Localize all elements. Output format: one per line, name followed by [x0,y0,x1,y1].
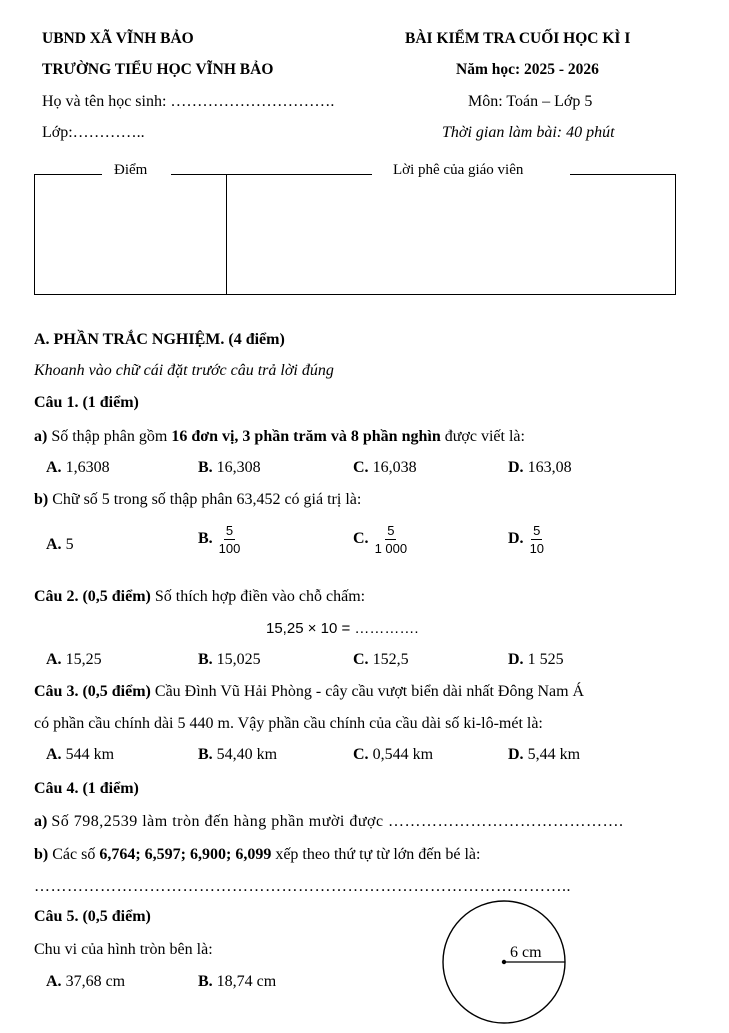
q3-text2: có phần cầu chính dài 5 440 m. Vậy phần cầu chính của cầu dài số ki-lô-mét là: [34,715,543,732]
q4b-line [34,846,480,864]
q1-title: Câu 1. (1 điểm) [34,394,139,411]
q4b-pre: Các số [52,846,96,863]
q1a-option-a[interactable]: A. 1,6308 [46,459,110,476]
fraction-5-100: $\frac{5}{100}$ [218,523,241,556]
subject-line: Môn: Toán – Lớp 5 [468,93,593,110]
q4a-label: a) [34,813,48,830]
circle-figure [440,898,580,1028]
q3-option-a[interactable]: A. 544 km [46,746,115,763]
score-comment-box [34,174,676,295]
q4b-post: xếp theo thứ tự từ lớn đến bé là: [275,846,481,863]
section-a-title: A. PHẦN TRẮC NGHIỆM. (4 điểm) [34,331,285,348]
q2-expression: 15,25 × 10 = …………. [266,620,419,637]
q1a-option-d[interactable]: D. 163,08 [508,459,572,476]
q2-option-a[interactable]: A. 15,25 [46,651,102,668]
header-left-line1: UBND XÃ VĨNH BẢO [42,30,194,47]
q4b-label: b) [34,846,49,863]
q1b-text: Chữ số 5 trong số thập phân 63,452 có giá trị là: [52,491,362,508]
q1a-option-b[interactable]: B. 16,308 [198,459,261,476]
header-left-line2: TRƯỜNG TIỂU HỌC VĨNH BẢO [42,61,274,78]
fraction-5-10: $\frac{5}{10}$ [529,523,545,556]
q5-option-a[interactable]: A. 37,68 cm [46,973,126,990]
q2-line [34,588,365,606]
radius-label: 6 cm [510,944,542,961]
q1b-option-d[interactable]: D. $\frac{5}{10}$ [508,523,545,556]
score-label: Điểm [114,162,148,178]
q1b-option-b[interactable]: B. $\frac{5}{100}$ [198,523,241,556]
q5-text: Chu vi của hình tròn bên là: [34,941,213,958]
q2-title: Câu 2. (0,5 điểm) [34,588,151,605]
time-line: Thời gian làm bài: 40 phút [442,124,615,141]
q1a-post: được viết là: [444,428,525,445]
comment-label: Lời phê của giáo viên [393,162,524,178]
q3-option-c[interactable]: C. 0,544 km [353,746,434,763]
q1a-option-c[interactable]: C. 16,038 [353,459,417,476]
q2-option-c[interactable]: C. 152,5 [353,651,409,668]
q3-title: Câu 3. (0,5 điểm) [34,683,151,700]
q5-title: Câu 5. (0,5 điểm) [34,908,151,925]
box-divider [226,174,227,294]
q3-text1: Cầu Đình Vũ Hải Phòng - cây cầu vượt biển dài nhất Đông Nam Á [154,683,585,700]
q2-text: Số thích hợp điền vào chỗ chấm: [154,588,366,605]
class-line: Lớp:………….. [42,124,145,141]
section-a-instruction: Khoanh vào chữ cái đặt trước câu trả lời đúng [34,362,334,379]
q1b-option-c[interactable]: C. $\frac{5}{1 000}$ [353,523,408,556]
q1a-line [34,428,525,446]
q4b-answer-dots[interactable]: …………………………………………………………………………………….. [34,878,571,895]
header-right-line2: Năm học: 2025 - 2026 [456,61,599,78]
q1b-line [34,491,361,509]
header-right-line1: BÀI KIỂM TRA CUỐI HỌC KÌ I [405,30,631,47]
q3-option-b[interactable]: B. 54,40 km [198,746,278,763]
q4a-text: Số 798,2539 làm tròn đến hàng phần mười được ……………………………………. [51,813,624,830]
q4a-line [34,813,624,831]
q2-option-b[interactable]: B. 15,025 [198,651,261,668]
q4-title: Câu 4. (1 điểm) [34,780,139,797]
q2-option-d[interactable]: D. 1 525 [508,651,564,668]
q1b-label: b) [34,491,49,508]
fraction-5-1000: $\frac{5}{1 000}$ [374,523,408,556]
student-name-line: Họ và tên học sinh: …………………………. [42,93,335,110]
q3-option-d[interactable]: D. 5,44 km [508,746,581,763]
q5-option-b[interactable]: B. 18,74 cm [198,973,277,990]
q4b-bold: 6,764; 6,597; 6,900; 6,099 [99,846,272,863]
q1a-bold: 16 đơn vị, 3 phần trăm và 8 phần nghìn [171,428,441,445]
q3-line1 [34,683,584,701]
q1a-label: a) [34,428,48,445]
q1b-option-a[interactable]: A. 5 [46,536,74,553]
q1a-pre: Số thập phân gồm [51,428,168,445]
